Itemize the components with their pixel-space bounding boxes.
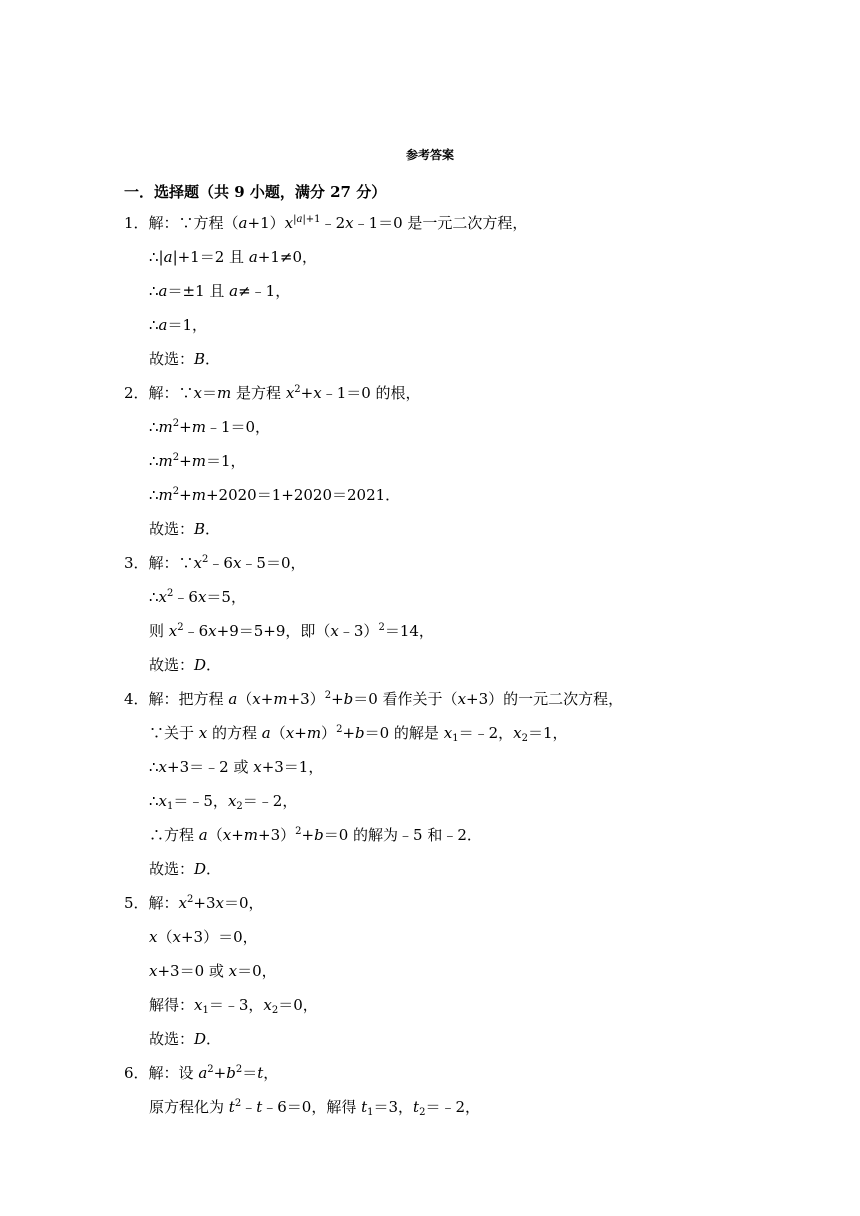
solution-step: x+3＝0 或 x＝0， — [149, 962, 277, 980]
solution-step: ∴x+3＝﹣2 或 x+3＝1， — [149, 758, 324, 776]
section-heading: 一．选择题（共 9 小题，满分 27 分） — [124, 183, 387, 201]
solution-step: $\therefore m^2+m+2020=1+2020=2021$． — [149, 486, 401, 504]
solution-step: 故选：D． — [149, 1030, 222, 1048]
solution-step: 故选：B． — [149, 350, 221, 368]
solution-step: $\therefore m^2+m﹣1=0$， — [149, 418, 271, 436]
solution-step: $\therefore x^2﹣6x=5$， — [149, 588, 246, 606]
question-answer-line: 3．解：$\because x^2﹣6x﹣5=0$， — [124, 554, 306, 572]
solution-step: x（x+3）＝0， — [149, 928, 258, 946]
page-title: 参考答案 — [405, 148, 454, 162]
solution-step: ∵关于 x 的方程 $a(x+m)^2+b=0$ 的解是 $x_1=﹣2$，$x_2=1$， — [149, 724, 568, 744]
solution-step: ∴a＝±1 且 a≠﹣1， — [149, 282, 291, 300]
solution-step: ∴|a|+1＝2 且 a+1≠0， — [149, 248, 317, 266]
question-answer-line: 5．解：$x^2+3x=0$， — [124, 894, 264, 912]
solution-step: 故选：D． — [149, 656, 222, 674]
solution-step: ∴a＝1， — [149, 316, 208, 334]
solution-step: ∴方程 $a(x+m+3)^2+b=0$ 的解为﹣5 和﹣2． — [149, 826, 482, 844]
solution-step: 解得：$x_1=﹣3$，$x_2=0$， — [149, 996, 318, 1016]
question-answer-line: 4．解：把方程 $a(x+m+3)^2+b=0$ 看作关于（x+3）的一元二次方程， — [124, 690, 624, 708]
solution-step: 故选：D． — [149, 860, 222, 878]
question-answer-line: 6．解：设 $a^2+b^2=t$， — [124, 1064, 279, 1082]
solution-step: 故选：B． — [149, 520, 221, 538]
solution-step: 原方程化为 $t^2﹣t﹣6=0$，解得 $t_1=3$，$t_2=﹣2$， — [149, 1098, 480, 1118]
solution-step: $\therefore x_1=﹣5$，$x_2=﹣2$， — [149, 792, 298, 812]
solution-step: 则 $x^2﹣6x+9=5+9$，即（x﹣3）$^2$＝14， — [149, 622, 434, 640]
solution-step: $\therefore m^2+m=1$， — [149, 452, 246, 470]
question-answer-line: 2．解：∵x＝m 是方程 $x^2+x﹣1=0$ 的根， — [124, 384, 421, 402]
question-answer-line: 1．解：∵方程$(a+1)x^{|a|+1}﹣2x﹣1=0$ 是一元二次方程， — [124, 214, 528, 232]
